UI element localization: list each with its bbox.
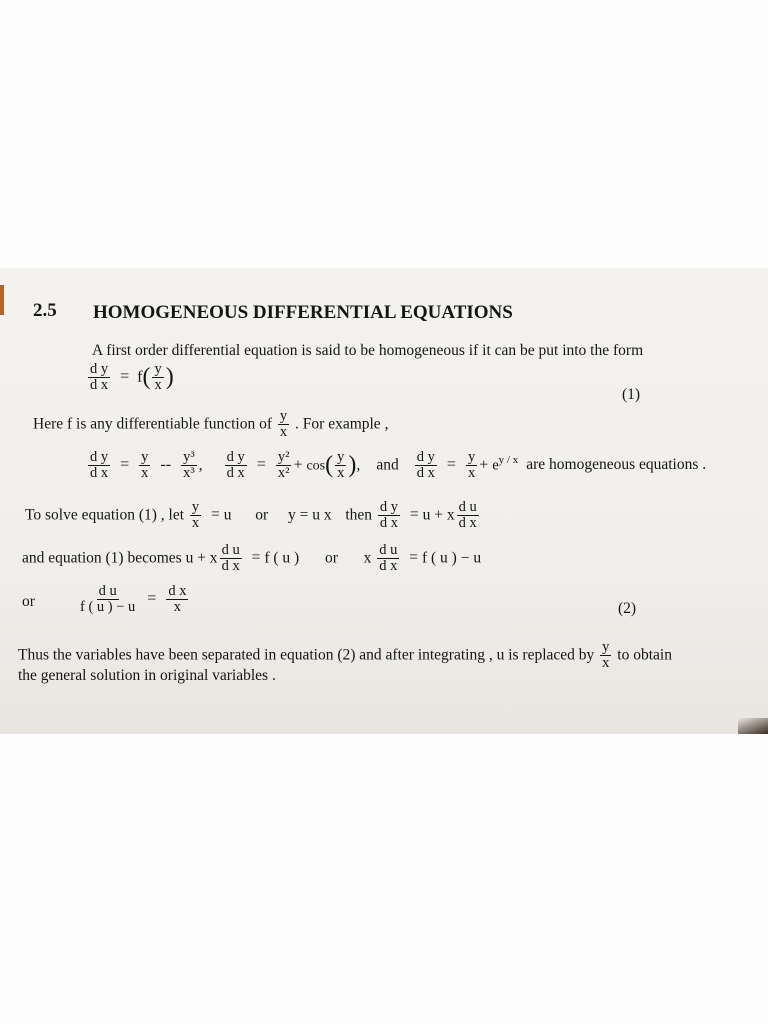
exp-base: e [492,457,499,474]
becomes-text: and equation (1) becomes [22,549,182,567]
denominator: d x [90,465,109,482]
and-word: and [376,456,399,474]
function-symbol: f [67,415,73,433]
equation-1: $\frac{\text{d y}}{\text{d x}}$ = f( $\frac{y}{x}$ ) [90,361,174,394]
page-corner-shadow [738,718,768,734]
cos-function: cos [306,458,326,474]
fraction [88,450,110,481]
fraction [220,543,242,574]
numerator: y [279,408,288,424]
denominator: x [141,465,149,482]
numerator: d y [379,499,399,515]
denominator: x [279,424,288,441]
denominator: x [173,599,182,616]
numerator: d u [458,499,477,515]
numerator: d y [226,449,245,465]
denominator: d x [226,465,245,482]
denominator: d x [458,515,477,532]
numerator: y [467,449,476,465]
denominator: d x [416,465,435,482]
fraction [225,450,247,481]
numerator: d y [90,449,109,465]
fraction [166,584,188,615]
examples-line: $\frac{\text{d y}}{\text{d x}}$ = $\frac{y}{x}$ -- $\frac{\text{y³}}{\text{x³}}$ , $\frac{\text{d y}}{\text{d x}}$ = $\frac{\text{y²}}{\text{x²}}$ + cos( $\frac{y}{x}$ ), and $\frac{\text{d y}}{\text{d x}}$ = $\frac{y}{x}$ + $e^{y / x}$ are homogeneous equations . [90,449,707,482]
here-word: Here [33,415,64,433]
denominator: f ( u ) − u [80,599,136,616]
fraction [190,500,201,531]
fraction [276,450,292,481]
numerator: y [602,639,610,655]
numerator: y [154,361,162,377]
fraction [600,640,611,671]
denominator: d x [90,377,109,394]
numerator: y [141,449,149,465]
denominator: x² [277,465,290,482]
equation-1-label: (1) [622,386,641,403]
fraction [78,584,137,615]
numerator: d u [221,542,240,558]
denominator: x [467,465,476,482]
becomes-line: and equation (1) becomes u + x $\frac{\text{d u}}{\text{d x}}$ = f ( u ) or x $\frac{\text{d u}}{\text{d x}}$ = f ( u ) − u [22,542,482,575]
numerator: d y [90,361,109,377]
definition-line [33,409,388,440]
minus-sign: -- [160,456,172,474]
denominator: d x [379,558,398,575]
rhs-expression: f ( u ) − u [421,549,482,567]
homogeneous-text: are homogeneous equations . [526,456,707,474]
denominator: x [154,377,162,394]
x-var: x [363,549,372,567]
fraction [415,450,437,481]
section-number: 2.5 [33,300,57,321]
denominator: d x [221,558,240,575]
numerator: y³ [183,449,195,465]
to-obtain-text: to obtain [617,646,672,664]
fraction [457,500,479,531]
numerator: d u [98,583,117,599]
fraction [152,362,163,393]
intro-text: A first order differential equation is said to be homogeneous if it can be put into the form [92,342,644,359]
equation-2-label: (2) [618,600,637,617]
solve-line: To solve equation (1) , let $\frac{y}{x}$ = u or y = u x then $\frac{\text{d y}}{\text{d x}}$ = u + x $\frac{\text{d u}}{\text{d x}}$ [25,499,477,532]
conclusion-text: Thus the variables have been separated in equation (2) and after integrating , u is replaced by [18,646,595,664]
fraction [377,543,399,574]
denominator: x [602,655,610,672]
for-example-text: . For example , [295,415,389,433]
solve-text: To solve equation (1) , let [25,506,185,524]
fraction [378,500,400,531]
page-edge [0,285,4,315]
exponent: y / x [498,454,519,467]
definition-text: is any differentiable function of [76,415,273,433]
fraction [278,409,289,440]
fraction [466,450,477,481]
numerator: y [191,499,200,515]
function-symbol: f [137,368,143,386]
rhs-expression: u + x [422,506,455,524]
numerator: d x [168,583,187,599]
section-title: HOMOGENEOUS DIFFERENTIAL EQUATIONS [93,302,513,323]
or-word: or [255,506,269,524]
fraction [335,450,346,481]
or-word: or [22,593,35,610]
then-word: then [345,506,373,524]
numerator: y² [277,449,290,465]
fraction [181,450,197,481]
denominator: x [337,465,345,482]
rhs-expression: f ( u ) [264,549,300,567]
fraction [88,362,110,393]
numerator: d y [416,449,435,465]
numerator: d u [379,542,398,558]
conclusion-line-2: the general solution in original variables . [18,667,276,684]
denominator: d x [379,515,399,532]
equation-2: $\frac{\text{d u}}{f ( u ) - u}$ = $\frac{\text{d x}}{x}$ [80,583,187,616]
numerator: y [337,449,345,465]
u-var: u [223,506,232,524]
denominator: x [191,515,200,532]
lhs-expression: u + x [185,549,218,567]
denominator: x³ [183,465,195,482]
substitution: y = u x [287,506,332,524]
or-word: or [324,549,338,567]
fraction [139,450,150,481]
